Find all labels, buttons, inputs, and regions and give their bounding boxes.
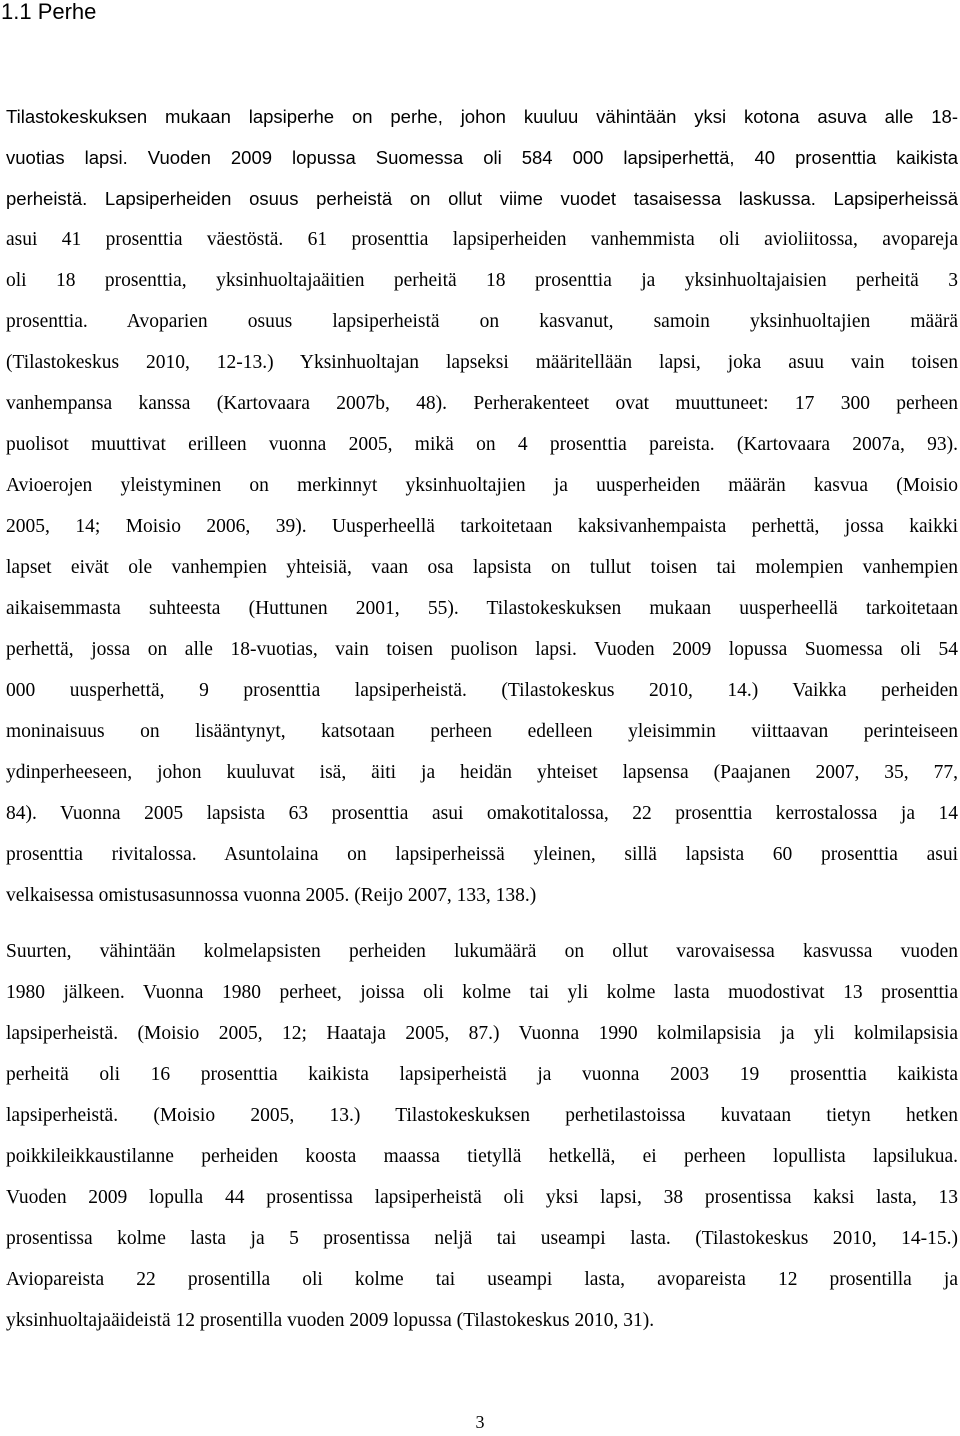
text-line: lapsiperheistä. (Moisio 2005, 12; Haataja 2005, 87.) Vuonna 1990 kolmilapsisia ja yli kolmilapsisia bbox=[6, 1023, 958, 1044]
page-number: 3 bbox=[475, 1412, 485, 1432]
text-line: lapset eivät ole vanhempien yhteisiä, vaan osa lapsista on tullut toisen tai molempien vanhempien bbox=[6, 557, 958, 578]
text-line: 000 uusperhettä, 9 prosenttia lapsiperheistä. (Tilastokeskus 2010, 14.) Vaikka perheiden bbox=[6, 680, 958, 701]
text-line: moninaisuus on lisääntynyt, katsotaan perheen edelleen yleisimmin viittaavan perinteiseen bbox=[6, 721, 958, 742]
text-line: aikaisemmasta suhteesta (Huttunen 2001, 55). Tilastokeskuksen mukaan uusperheellä tarkoitetaan bbox=[6, 598, 958, 619]
text-line: poikkileikkaustilanne perheiden koosta maassa tietyllä hetkellä, ei perheen lopullista lapsilukua. bbox=[6, 1146, 958, 1167]
text-line: oli 18 prosenttia, yksinhuoltajaäitien perheitä 18 prosenttia ja yksinhuoltajaisien perheitä 3 bbox=[6, 270, 958, 291]
text-line: prosentissa kolme lasta ja 5 prosentissa neljä tai useampi lasta. (Tilastokeskus 2010, 14-15.) bbox=[6, 1228, 958, 1249]
text-line: vuotias lapsi. Vuoden 2009 lopussa Suomessa oli 584 000 lapsiperhettä, 40 prosenttia kaikista bbox=[6, 147, 958, 168]
text-line: perheitä oli 16 prosenttia kaikista lapsiperheistä ja vuonna 2003 19 prosenttia kaikista bbox=[6, 1064, 958, 1085]
text-line: Aviopareista 22 prosentilla oli kolme tai useampi lasta, avopareista 12 prosentilla ja bbox=[6, 1269, 958, 1290]
text-line: Suurten, vähintään kolmelapsisten perheiden lukumäärä on ollut varovaisessa kasvussa vuoden bbox=[6, 941, 958, 962]
text-line: perheistä. Lapsiperheiden osuus perheistä on ollut viime vuodet tasaisessa laskussa. Lapsiperheissä bbox=[6, 188, 958, 209]
text-line: vanhempansa kanssa (Kartovaara 2007b, 48). Perherakenteet ovat muuttuneet: 17 300 perheen bbox=[6, 393, 958, 414]
text-line: 84). Vuonna 2005 lapsista 63 prosenttia asui omakotitalossa, 22 prosenttia kerrostalossa ja 14 bbox=[6, 803, 958, 824]
text-line: prosenttia rivitalossa. Asuntolaina on lapsiperheissä yleinen, sillä lapsista 60 prosenttia asui bbox=[6, 844, 958, 865]
text-line: perhettä, jossa on alle 18-vuotias, vain toisen puolison lapsi. Vuoden 2009 lopussa Suomessa oli 54 bbox=[6, 639, 958, 660]
text-line: prosenttia. Avoparien osuus lapsiperheistä on kasvanut, samoin yksinhuoltajien määrä bbox=[6, 311, 958, 332]
text-line: puolisot muuttivat erilleen vuonna 2005, mikä on 4 prosenttia pareista. (Kartovaara 2007a, 93). bbox=[6, 434, 958, 455]
text-line: (Tilastokeskus 2010, 12-13.) Yksinhuoltajan lapseksi määritellään lapsi, joka asuu vain toisen bbox=[6, 352, 958, 373]
text-line: Tilastokeskuksen mukaan lapsiperhe on perhe, johon kuuluu vähintään yksi kotona asuva alle 18- bbox=[6, 106, 958, 127]
text-line: velkaisessa omistusasunnossa vuonna 2005. (Reijo 2007, 133, 138.) bbox=[6, 885, 537, 906]
text-line: lapsiperheistä. (Moisio 2005, 13.) Tilastokeskuksen perhetilastoissa kuvataan tietyn hetken bbox=[6, 1105, 958, 1126]
text-line: ydinperheeseen, johon kuuluvat isä, äiti ja heidän yhteiset lapsensa (Paajanen 2007, 35, 77, bbox=[6, 762, 958, 783]
paragraph-families bbox=[6, 96, 958, 916]
text-line: asui 41 prosenttia väestöstä. 61 prosenttia lapsiperheiden vanhemmista oli avioliitossa, avopareja bbox=[6, 229, 958, 250]
text-line: 2005, 14; Moisio 2006, 39). Uusperheellä tarkoitetaan kaksivanhempaista perhettä, jossa kaikki bbox=[6, 516, 958, 537]
section-heading: 1.1 Perhe bbox=[1, 0, 97, 24]
text-line: 1980 jälkeen. Vuonna 1980 perheet, joissa oli kolme tai yli kolme lasta muodostivat 13 prosenttia bbox=[6, 982, 958, 1003]
text-line: yksinhuoltajaäideistä 12 prosentilla vuoden 2009 lopussa (Tilastokeskus 2010, 31). bbox=[6, 1310, 655, 1331]
text-line: Avioerojen yleistyminen on merkinnyt yksinhuoltajien ja uusperheiden määrän kasvua (Moisio bbox=[6, 475, 958, 496]
paragraph-large-families bbox=[6, 931, 958, 1341]
text-line: Vuoden 2009 lopulla 44 prosentissa lapsiperheistä oli yksi lapsi, 38 prosentissa kaksi lasta, 13 bbox=[6, 1187, 958, 1208]
